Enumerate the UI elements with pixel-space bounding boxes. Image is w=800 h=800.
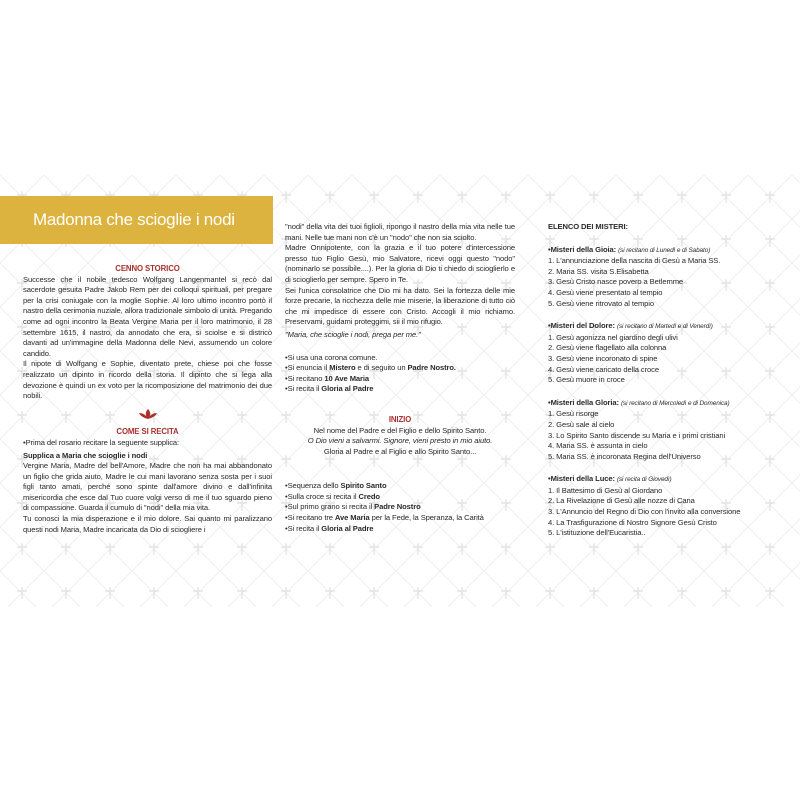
list-item: 5. Maria SS. è incoronata Regina dell'Universo [548, 451, 701, 461]
list-item: 2. Gesù sale al cielo [548, 419, 615, 429]
sequence-list [285, 481, 515, 534]
list-item: 4. Gesù viene caricato della croce [548, 364, 659, 374]
list-item: 4. Gesù viene presentato al tempio [548, 287, 663, 297]
column-storia [23, 264, 272, 535]
instructions-list [285, 353, 515, 395]
misteri-heading: ELENCO DEI MISTERI: [548, 222, 628, 231]
lotus-icon [23, 408, 272, 424]
supplica-quote: "Maria, che scioglie i nodi, prega per me." [285, 329, 421, 339]
list-item: 3. Lo Spirito Santo discende su Maria e i primi cristiani [548, 430, 726, 440]
list-item: 1. Gesù agonizza nel giardino degli ulivi [548, 332, 678, 342]
column-misteri [548, 222, 778, 539]
list-item: • Si recitano 10 Ave Maria [285, 374, 515, 385]
list-item: 2. La Rivelazione di Gesù alle nozze di Cana [548, 496, 695, 506]
supplica-paragraph-3: "nodi" della vita dei tuoi figlioli, ripongo il nastro della mia vita nelle tue mani. Nelle tue mani non c'è un "nodo" che non sia sciolto. [285, 222, 515, 242]
list-item: 4. La Trasfigurazione di Nostro Signore Gesù Cristo [548, 517, 717, 527]
supplica-title: Supplica a Maria che scioglie i nodi [23, 450, 148, 460]
list-item: 5. L'istituzione dell'Eucaristia.. [548, 528, 646, 538]
list-item: • Si recitano tre Ave Maria per la Fede, la Speranza, la Carità [285, 513, 515, 524]
supplica-paragraph-5: Sei l'unica consolatrice che Dio mi ha dato. Sei la fortezza delle mie forze precarie, la ricchezza delle mie miserie, la liberazione di tutto ciò che mi impedisce di essere con Cristo. Accogli il mio richiamo. Preservami, guidami proteggimi, sii il mio rifugio. [285, 285, 515, 327]
list-item: 2. Maria SS. visita S.Elisabetta [548, 266, 649, 276]
list-item: • Si usa una corona comune. [285, 353, 515, 364]
supplica-paragraph-4: Madre Onnipotente, con la grazia e il tuo potere d'intercessione presso tuo Figlio Gesù, mio Salvatore, ricevi oggi questo "nodo" (nominarlo se possibile....). Per la gloria di Dio ti chiedo di scioglierlo e di scioglierlo per sempre. Spero in Te. [285, 243, 515, 284]
inizio-line-1: Nel nome del Padre e del Figlio e dello Spirito Santo. [313, 425, 487, 435]
list-item: • Sul primo grano si recita il Padre Nostro [285, 502, 515, 513]
recita-intro: • Prima del rosario recitare la seguente supplica: [23, 438, 272, 449]
cenno-storico-heading: CENNO STORICO [115, 264, 180, 273]
list-item: 5. Gesù viene ritrovato al tempio [548, 298, 655, 308]
title-banner [0, 196, 273, 244]
misteri-dolore-group: • Misteri del Dolore: (si recitano di Martedì e di Venerdì) 1. Gesù agonizza nel giardino degli ulivi 2. Gesù viene flagellato alla colonna 3. Gesù viene incoronato di spine 4. Gesù viene caricato della croce 5. Gesù muore in croce [548, 321, 778, 386]
come-si-recita-heading: COME SI RECITA [116, 427, 179, 437]
list-item: 1. L'annunciazione della nascita di Gesù a Maria SS. [548, 256, 721, 266]
list-item: 3. L'Annuncio del Regno di Dio con l'invito alla conversione [548, 507, 741, 517]
supplica-paragraph-1: Vergine Maria, Madre del bell'Amore, Madre che non ha mai abbandonato un figlio che grida aiuto, Madre le cui mani lavorano senza sosta per i suoi figli tanto amati, perché sono spinte dall'amore divino e dall'infinita misericordia che esce dal Tuo cuore volgi verso di me il tuo sguardo pieno di compassione. Guarda il cumulo di "nodi" della mia vita. [23, 461, 272, 513]
list-item: • Sequenza dello Spirito Santo [285, 481, 515, 492]
list-item: • Sulla croce si recita il Credo [285, 492, 515, 503]
list-item: 2. Gesù viene flagellato alla colonna [548, 343, 667, 353]
list-item: • Si recita il Gloria al Padre [285, 524, 515, 535]
list-item: • Si recita il Gloria al Padre [285, 384, 515, 395]
list-item: 1. Gesù risorge [548, 409, 599, 419]
misteri-gioia-group: • Misteri della Gioia: (si recitano di Lunedì e di Sabato) 1. L'annunciazione della nascita di Gesù a Maria SS. 2. Maria SS. visita S.Elisabetta 3. Gesù Cristo nasce povero a Betlemme 4. Gesù viene presentato al tempio 5. Gesù viene ritrovato al tempio [548, 245, 778, 310]
list-item: 4. Maria SS. è assunta in cielo [548, 441, 648, 451]
list-item: • Si enuncia il Mistero e di seguito un Padre Nostro. [285, 363, 515, 374]
storico-paragraph-2: Il nipote di Wolfgang e Sophie, diventato prete, chiese poi che fosse realizzato un dipinto in ricordo della storia. Il dipinto che si lega alla devozione è quindi un ex voto per la ricomposizione del matrimonio dei due nobili. [23, 359, 272, 401]
inizio-line-3: Gloria al Padre e al Figlio e allo Spirito Santo... [323, 446, 477, 456]
misteri-gloria-group: • Misteri della Gloria: (si recitano di Mercoledì e di Domenica) 1. Gesù risorge 2. Gesù sale al cielo 3. Lo Spirito Santo discende su Maria e i primi cristiani 4. Maria SS. è assunta in cielo 5. Maria SS. è incoronata Regina dell'Universo [548, 398, 778, 463]
list-item: 3. Gesù Cristo nasce povero a Betlemme [548, 277, 684, 287]
inizio-heading: INIZIO [388, 414, 412, 424]
inizio-line-2: O Dio vieni a salvarmi. Signore, vieni presto in mio aiuto. [307, 436, 493, 446]
list-item: 1. Il Battesimo di Gesù al Giordano [548, 485, 663, 495]
storico-paragraph-1: Successe che il nobile tedesco Wolfgang Langenmantel si recò dal sacerdote gesuita Padre Jakob Rem per dei colloqui spirituali, per pregare per la crisi coniugale con la moglie Sophie. Al loro ultimo incontro portò il nastro della cerimonia nuziale, allora tradizionale simbolo di unità. Pregando come ad ogni incontro la Beata Vergine Maria per il loro matrimonio, il 28 settembre 1615, il nastro, da annodato che era, si sciolse e si districò davanti ad un'immagine della Madonna delle Nevi, assumendo un colore candido. [23, 274, 272, 358]
column-supplica [285, 222, 515, 534]
list-item: 3. Gesù viene incoronato di spine [548, 353, 658, 363]
supplica-paragraph-2: Tu conosci la mia disperazione e il mio dolore. Sai quanto mi paralizzano questi nodi Maria, Madre incaricata da Dio di sciogliere i [23, 514, 272, 534]
page-title: Madonna che scioglie i nodi [33, 210, 235, 229]
list-item: 5. Gesù muore in croce [548, 375, 625, 385]
misteri-luce-group: • Misteri della Luce: (si recita di Giovedì) 1. Il Battesimo di Gesù al Giordano 2. La Rivelazione di Gesù alle nozze di Cana 3. L'Annuncio del Regno di Dio con l'invito alla conversione 4. La Trasfigurazione di Nostro Signore Gesù Cristo 5. L'istituzione dell'Eucaristia.. [548, 474, 778, 539]
